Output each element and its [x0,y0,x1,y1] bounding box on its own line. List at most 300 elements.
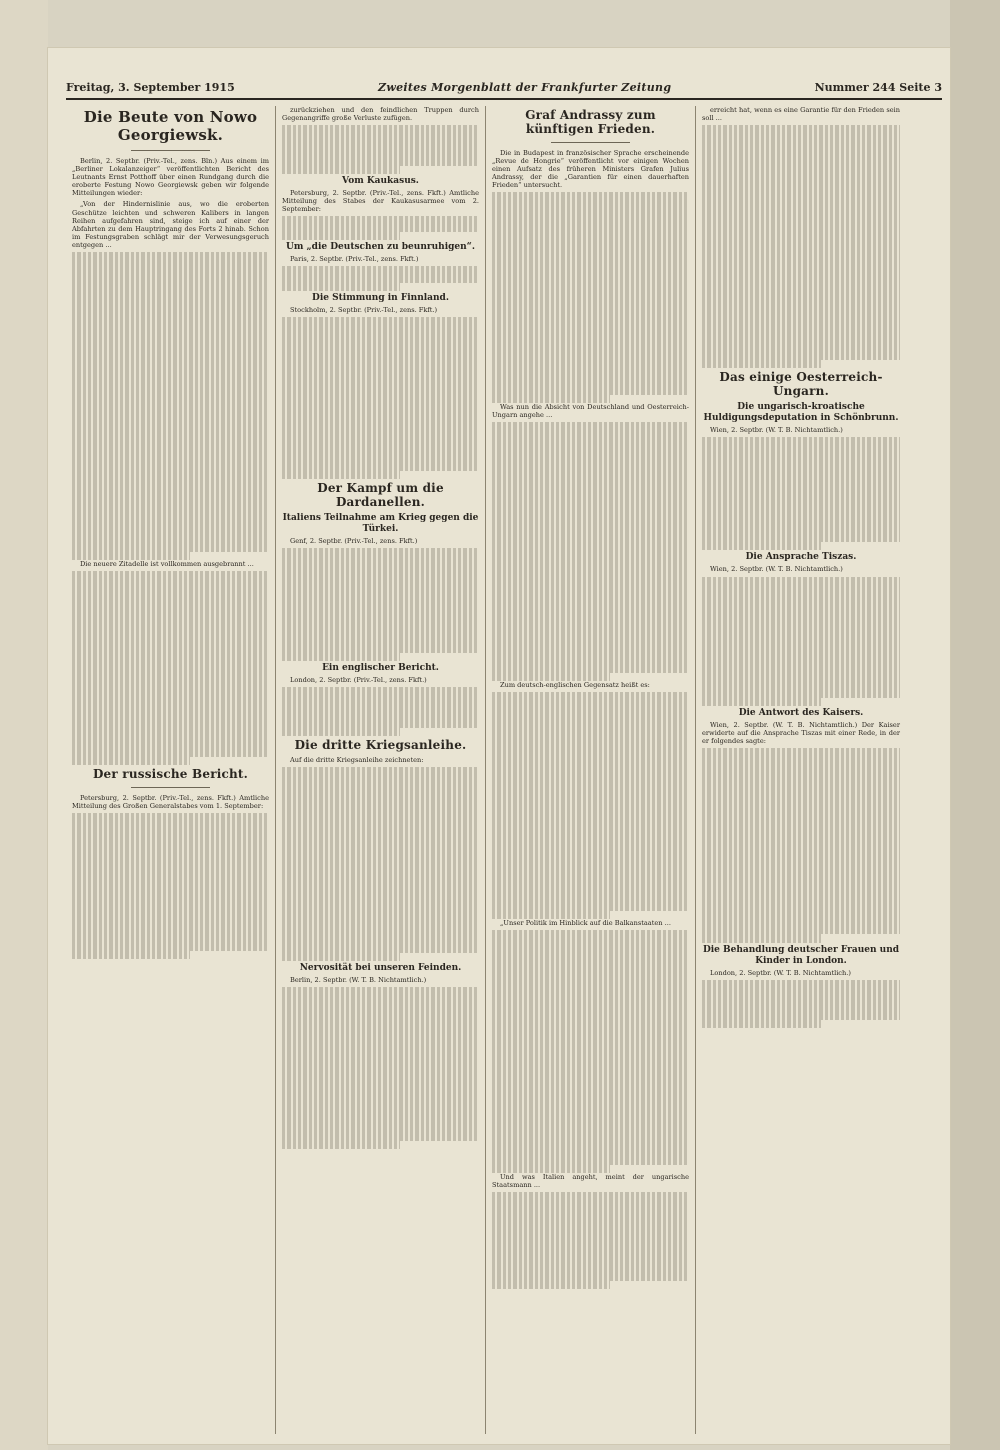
text-line [702,255,900,263]
text-line [492,862,689,870]
column-4 [696,106,906,1434]
text-line [282,317,479,325]
filler-text-block [282,266,479,290]
text-line [492,282,689,290]
article-paragraph: Petersburg, 2. Septbr. (Priv.-Tel., zens. Fkft.) Amtliche Mitteilung des Stabes der Kaukasusarmee vom 2. September: [282,188,479,213]
text-line [72,676,269,684]
text-line [702,617,900,625]
text-line [282,390,479,398]
text-line [282,1011,479,1019]
text-line [282,382,479,390]
headline-nowo-georgiewsk: Die Beute von Nowo Georgiewsk. [83,108,258,144]
masthead-date: Freitag, 3. September 1915 [66,80,235,94]
text-line [72,652,269,660]
text-line [492,1249,689,1257]
text-line [72,579,269,587]
text-line [282,414,479,422]
filler-text-block [702,125,900,368]
text-line [282,799,479,807]
newspaper-page [48,48,950,1444]
text-line [72,870,269,878]
text-line [282,791,479,799]
text-line [282,848,479,856]
text-line [282,454,479,462]
text-line [492,511,689,519]
text-line [702,295,900,303]
text-line [282,1003,479,1011]
text-line [492,519,689,527]
text-line [282,422,479,430]
text-line [72,382,269,390]
text-line [492,1092,689,1100]
text-line [72,821,269,829]
text-line [282,1109,479,1117]
text-line [702,319,900,327]
text-line [282,629,479,637]
text-line [702,902,900,910]
text-line [282,357,479,365]
text-line [282,1060,479,1068]
text-line [72,406,269,414]
text-line [72,454,269,462]
text-line [72,644,269,652]
text-line [72,268,269,276]
text-line [492,592,689,600]
text-line [282,548,479,556]
text-line [72,422,269,430]
text-line [492,946,689,954]
masthead-title: Zweites Morgenblatt der Frankfurter Zeitung [377,80,672,94]
text-line [282,1076,479,1084]
text-line [702,502,900,510]
text-line [72,535,269,543]
text-line [282,325,479,333]
rule [131,150,210,151]
text-line [72,260,269,268]
text-line [492,346,689,354]
filler-text-block [492,930,689,1173]
text-line [492,273,689,281]
text-line [492,1200,689,1208]
text-line [282,365,479,373]
text-line [72,325,269,333]
text-line [282,775,479,783]
text-line [72,276,269,284]
text-line [702,1012,900,1020]
text-line [282,333,479,341]
text-line [282,275,479,283]
text-line [492,814,689,822]
text-line [72,627,269,635]
text-line [492,430,689,438]
text-line [282,373,479,381]
text-line [72,519,269,527]
text-line [72,462,269,470]
text-line [702,1004,900,1012]
text-line [702,360,821,368]
text-line [282,832,479,840]
text-line [72,595,269,603]
subhead-kaukasus: Vom Kaukasus. [342,175,419,186]
text-line [492,649,689,657]
text-line [72,611,269,619]
article-paragraph: London, 2. Septbr. (W. T. B. Nichtamtlich.) [710,968,851,977]
text-line [492,773,689,781]
text-line [492,1208,689,1216]
text-line [702,988,900,996]
text-line [282,872,479,880]
text-line [492,716,689,724]
article-paragraph: Berlin, 2. Septbr. (W. T. B. Nichtamtlich.) [290,976,427,985]
text-line [72,619,269,627]
text-line [72,741,269,749]
text-line [702,781,900,789]
text-line [702,445,900,453]
filler-text-block [72,252,269,560]
filler-text-block [492,192,689,402]
text-line [492,797,689,805]
subhead-italien: Italiens Teilnahme am Krieg gegen die Türkei. [282,512,479,534]
text-line [282,604,479,612]
text-line [72,471,269,479]
text-line [702,239,900,247]
text-line [702,789,900,797]
subhead-beunruhigen: Um „die Deutschen zu beunruhigen“. [286,242,475,253]
rule [131,787,210,788]
text-line [492,446,689,454]
text-line [72,733,269,741]
text-line [702,222,900,230]
text-line [492,371,689,379]
text-line [282,1084,479,1092]
text-line [492,895,689,903]
text-line [282,1052,479,1060]
scan-margin-left [0,0,48,1450]
text-line [492,241,689,249]
text-line [492,741,689,749]
article-paragraph: Petersburg, 2. Septbr. (Priv.-Tel., zens. Fkft.) Amtliche Mitteilung des Großen Generalstabes vom 1. September: [72,793,269,811]
text-line [492,1003,689,1011]
text-line [492,878,689,886]
text-line [282,125,479,133]
text-line [492,298,689,306]
headline-andrassy: Graf Andrassy zum künftigen Frieden. [525,108,656,136]
text-line [702,453,900,461]
text-line [282,1044,479,1052]
text-line [492,1019,689,1027]
text-line [492,560,689,568]
text-line [702,609,900,617]
text-line [72,365,269,373]
text-line [492,354,689,362]
text-line [282,720,479,728]
text-line [282,166,400,174]
article-paragraph: Und was Italien angeht, meint der ungarische Staatsmann ... [492,1172,689,1189]
text-line [282,888,479,896]
column-3 [486,106,696,1434]
text-line [492,911,610,919]
article-paragraph: Wien, 2. Septbr. (W. T. B. Nichtamtlich.) Der Kaiser erwiderte auf die Ansprache Tiszas mit einer Rede, in der er folgendes sagte: [702,721,900,746]
text-line [702,182,900,190]
text-line [282,232,400,240]
text-line [492,765,689,773]
text-line [492,487,689,495]
filler-text-block [282,125,479,174]
text-line [492,535,689,543]
text-line [282,430,479,438]
text-line [282,1125,479,1133]
text-line [492,1192,689,1200]
article-paragraph: Was nun die Absicht von Deutschland und Oesterreich-Ungarn angehe ... [492,402,689,419]
text-line [72,635,269,643]
text-line [492,708,689,716]
text-line [492,338,689,346]
text-line [282,937,479,945]
text-line [492,471,689,479]
text-line [492,379,689,387]
text-line [492,830,689,838]
masthead [66,76,942,100]
text-line [282,341,479,349]
text-line [492,600,689,608]
text-line [282,588,479,596]
text-line [282,840,479,848]
text-line [492,962,689,970]
text-line [702,125,900,133]
text-line [492,749,689,757]
text-line [282,695,479,703]
masthead-page-number: Nummer 244 Seite 3 [814,80,942,94]
text-line [702,862,900,870]
text-line [492,854,689,862]
filler-text-block [282,216,479,240]
text-line [492,201,689,209]
text-line [282,1092,479,1100]
text-line [492,1165,610,1173]
text-line [702,190,900,198]
text-line [492,838,689,846]
rule [551,142,630,143]
text-line [72,862,269,870]
text-line [702,206,900,214]
text-line [492,438,689,446]
scan-margin-right [950,0,1000,1450]
text-line [702,585,900,593]
text-line [282,438,479,446]
text-line [702,829,900,837]
text-line [492,886,689,894]
text-line [702,698,821,706]
text-line [702,870,900,878]
article-paragraph: London, 2. Septbr. (Priv.-Tel., zens. Fkft.) [290,676,427,685]
text-line [282,637,479,645]
text-line [492,806,689,814]
text-line [702,926,900,934]
text-line [282,653,400,661]
text-line [492,978,689,986]
text-line [702,263,900,271]
text-line [492,1273,689,1281]
text-line [492,387,689,395]
filler-text-block [282,548,479,661]
text-line [702,601,900,609]
text-line [702,437,900,445]
text-line [492,903,689,911]
text-line [492,527,689,535]
text-line [492,568,689,576]
text-line [492,1035,689,1043]
text-line [492,362,689,370]
text-line [282,580,479,588]
text-line [702,494,900,502]
text-line [492,665,689,673]
text-line [702,934,821,942]
text-line [492,1027,689,1035]
text-line [492,209,689,217]
text-line [702,214,900,222]
filler-text-block [282,767,479,961]
text-line [702,1020,821,1028]
text-line [702,674,900,682]
text-line [492,479,689,487]
text-line [702,666,900,674]
article-paragraph: zurückziehen und den feindlichen Truppen durch Gegenangriffe große Verluste zufügen. [282,106,479,123]
text-line [282,398,479,406]
text-line [492,1257,689,1265]
text-line [702,344,900,352]
text-line [702,878,900,886]
text-line [492,306,689,314]
text-line [282,283,400,291]
text-line [72,349,269,357]
text-line [282,645,479,653]
text-line [492,217,689,225]
text-line [492,225,689,233]
text-line [702,690,900,698]
text-line [492,733,689,741]
text-line [282,446,479,454]
column-1 [66,106,276,1434]
text-line [492,584,689,592]
text-line [702,593,900,601]
text-line [282,987,479,995]
text-line [492,954,689,962]
text-line [282,767,479,775]
text-line [282,1028,479,1036]
text-line [282,815,479,823]
text-line [702,996,900,1004]
text-line [702,461,900,469]
text-line [282,703,479,711]
text-line [702,797,900,805]
text-line [492,576,689,584]
text-line [492,700,689,708]
text-line [72,495,269,503]
text-line [492,1068,689,1076]
text-line [72,503,269,511]
text-line [492,322,689,330]
text-line [72,571,269,579]
text-line [282,1020,479,1028]
text-line [492,789,689,797]
text-line [282,406,479,414]
text-line [72,552,190,560]
text-line [492,544,689,552]
text-line [72,910,269,918]
text-line [492,870,689,878]
text-line [282,596,479,604]
text-line [492,1100,689,1108]
text-line [72,935,269,943]
text-line [492,1157,689,1165]
text-line [702,980,900,988]
text-line [492,290,689,298]
text-line [702,141,900,149]
text-line [72,716,269,724]
text-line [282,711,479,719]
text-line [702,649,900,657]
text-line [492,641,689,649]
text-line [282,462,479,470]
text-line [492,1265,689,1273]
text-line [282,564,479,572]
text-line [72,951,190,959]
text-line [72,878,269,886]
text-line [492,1059,689,1067]
text-line [492,987,689,995]
text-line [492,395,610,403]
text-line [72,357,269,365]
text-line [282,921,479,929]
text-line [72,414,269,422]
text-line [72,668,269,676]
subhead-finnland: Die Stimmung in Finnland. [312,292,449,303]
text-line [702,230,900,238]
text-line [702,773,900,781]
text-line [702,577,900,585]
text-line [702,518,900,526]
text-line [492,1140,689,1148]
text-line [492,1132,689,1140]
text-line [282,216,479,224]
filler-text-block [282,987,479,1149]
filler-text-block [702,577,900,707]
text-line [702,303,900,311]
filler-text-block [702,748,900,942]
text-line [492,1011,689,1019]
filler-text-block [282,687,479,736]
text-line [282,158,479,166]
text-line [72,390,269,398]
text-line [282,687,479,695]
text-line [702,821,900,829]
text-line [282,266,479,274]
text-line [492,257,689,265]
subhead-antwort-kaiser: Die Antwort des Kaisers. [738,708,864,718]
text-line [72,252,269,260]
article-columns [66,106,942,1434]
text-line [702,287,900,295]
text-line [72,603,269,611]
text-line [702,756,900,764]
text-line [72,943,269,951]
text-line [492,822,689,830]
text-line [492,846,689,854]
text-line [72,854,269,862]
text-line [702,805,900,813]
article-paragraph: „Von der Hindernislinie aus, wo die eroberten Geschütze leichten und schweren Kalibers in langen Reihen aufgefahren sind, steige ich auf einer der Abfahrten zu dem Hauptringang des Forts 2 hinab. Schon im Festungsgraben schlägt mir der Verwesungsgeruch entgegen ... [72,200,269,249]
text-line [492,781,689,789]
